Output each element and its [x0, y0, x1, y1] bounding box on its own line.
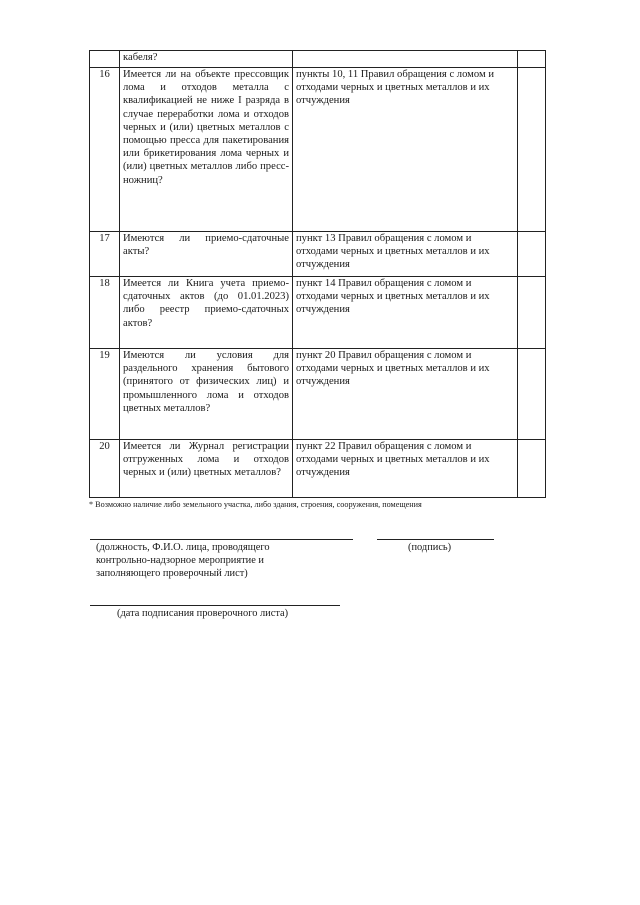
question-cell: Имеются ли приемо-сдаточные акты? [120, 232, 293, 277]
table-row [90, 277, 546, 349]
reference-cell: пункт 22 Правил обращения с ломом и отходами черных и цветных металлов и их отчуждения [293, 440, 518, 498]
answer-cell [518, 349, 546, 440]
question-cell: Имеется ли Журнал регистрации отгруженных лома и отходов черных и (или) цветных металлов? [120, 440, 293, 498]
position-signature-line [90, 539, 353, 540]
footnote: * Возможно наличие либо земельного участка, либо здания, строения, сооружения, помещения [89, 500, 422, 509]
answer-cell [518, 440, 546, 498]
signature-caption: (подпись) [408, 542, 452, 553]
question-cell: кабеля? [120, 51, 293, 68]
reference-cell: пункт 20 Правил обращения с ломом и отходами черных и цветных металлов и их отчуждения [293, 349, 518, 440]
reference-cell: пункты 10, 11 Правил обращения с ломом и отходами черных и цветных металлов и их отчуждения [293, 68, 518, 232]
checklist-table [89, 50, 546, 498]
table-row [90, 440, 546, 498]
reference-cell: пункт 13 Правил обращения с ломом и отходами черных и цветных металлов и их отчуждения [293, 232, 518, 277]
row-number: 20 [90, 440, 120, 498]
question-cell: Имеются ли условия для раздельного хранения бытового (принятого от физических лиц) и промышленного лома и отходов цветных металлов? [120, 349, 293, 440]
position-caption: заполняющего проверочный лист) [96, 568, 248, 579]
answer-cell [518, 277, 546, 349]
position-caption: (должность, Ф.И.О. лица, проводящего [96, 542, 270, 553]
answer-cell [518, 68, 546, 232]
row-number: 17 [90, 232, 120, 277]
question-cell: Имеется ли Книга учета приемо-сдаточных актов (до 01.01.2023) либо реестр приемо-сдаточных актов? [120, 277, 293, 349]
date-caption: (дата подписания проверочного листа) [117, 608, 289, 619]
row-number: 16 [90, 68, 120, 232]
row-number: 18 [90, 277, 120, 349]
table-row [90, 51, 546, 68]
answer-cell [518, 232, 546, 277]
position-caption: контрольно-надзорное мероприятие и [96, 555, 264, 566]
row-number [90, 51, 120, 68]
answer-cell [518, 51, 546, 68]
date-line [90, 605, 340, 606]
row-number: 19 [90, 349, 120, 440]
signature-line [377, 539, 494, 540]
table-row [90, 232, 546, 277]
table-row [90, 68, 546, 232]
table-row [90, 349, 546, 440]
reference-cell [293, 51, 518, 68]
question-cell: Имеется ли на объекте прессовщик лома и отходов металла с квалификацией не ниже I разряда в случае переработки лома и отходов черных и (или) цветных металлов с помощью пресса для пакетирования или брикетирования лома черных и (или) цветных металлов либо пресс-ножниц? [120, 68, 293, 232]
reference-cell: пункт 14 Правил обращения с ломом и отходами черных и цветных металлов и их отчуждения [293, 277, 518, 349]
